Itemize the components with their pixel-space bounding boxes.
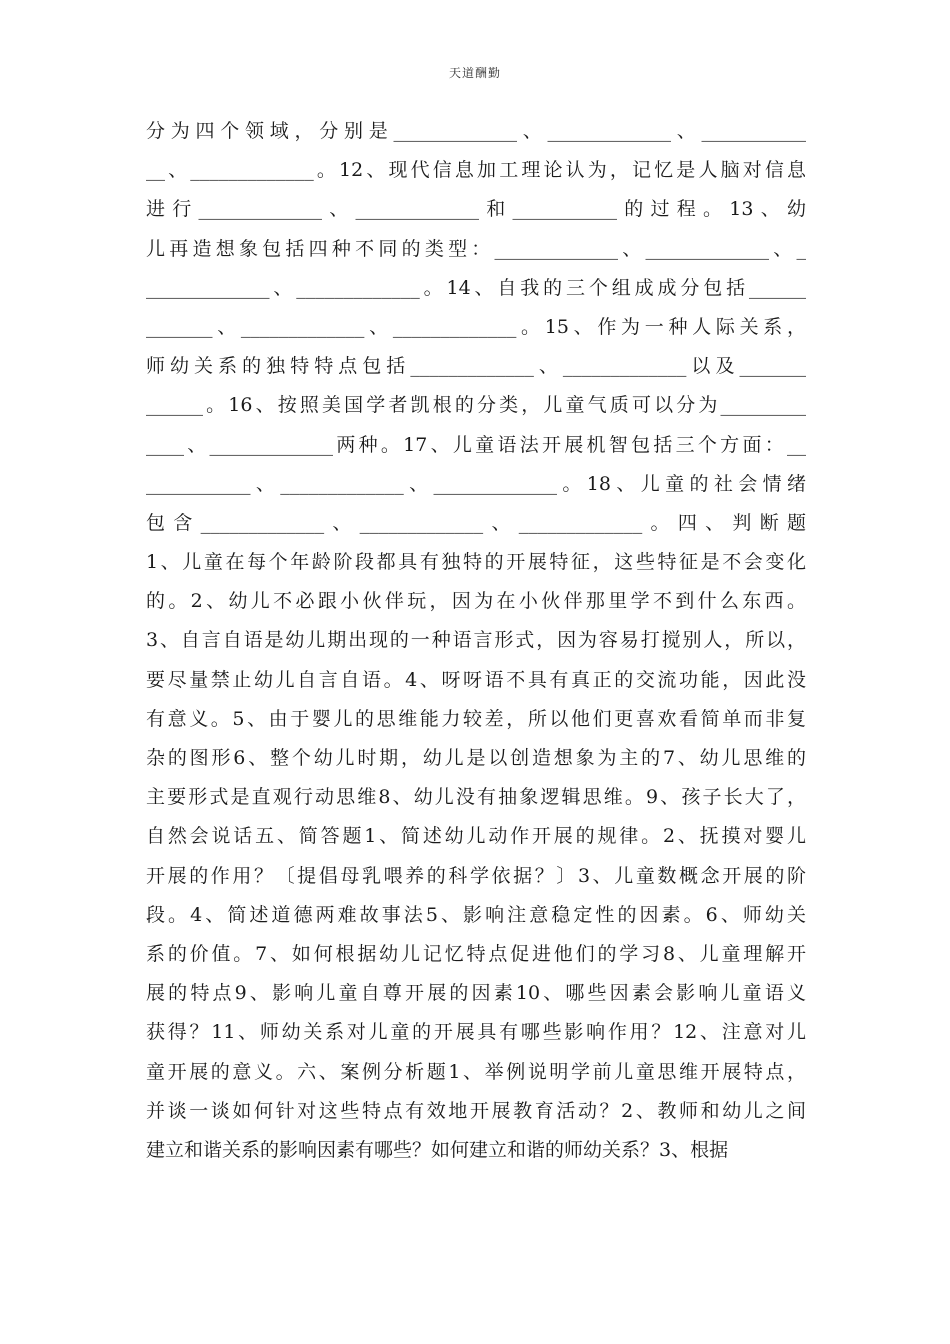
text-line: 主要形式是直观行动思维8、幼儿没有抽象逻辑思维。9、孩子长大了， <box>146 786 806 809</box>
text-line: ____、_____________两种。17、儿童语法开展机智包括三个方面：__ <box>146 433 806 456</box>
text-line: 的。2、幼儿不必跟小伙伴玩，因为在小伙伴那里学不到什么东西。 <box>146 590 806 613</box>
text-line: __、_____________。12、现代信息加工理论认为，记忆是人脑对信息 <box>146 159 806 182</box>
text-line: 1、儿童在每个年龄阶段都具有独特的开展特征，这些特征是不会变化 <box>146 551 806 574</box>
text-line: 自然会说话五、简答题1、简述幼儿动作开展的规律。2、抚摸对婴儿 <box>146 825 806 848</box>
text-line: 建立和谐关系的影响因素有哪些？如何建立和谐的师幼关系？3、根据 <box>146 1138 729 1161</box>
body-text <box>146 112 806 1170</box>
text-line: 要尽量禁止幼儿自言自语。4、呀呀语不具有真正的交流功能，因此没 <box>146 668 806 691</box>
text-line: 开展的作用？〔提倡母乳喂养的科学依据？〕3、儿童数概念开展的阶 <box>146 864 806 887</box>
text-line: ___________、_____________、_____________。18、儿童的社会情绪 <box>146 472 806 495</box>
text-line: 进行_____________、_____________和___________的过程。13、幼 <box>146 198 806 221</box>
text-line: 儿再造想象包括四种不同的类型：_____________、_____________、_ <box>146 237 806 260</box>
text-line: 杂的图形6、整个幼儿时期，幼儿是以创造想象为主的7、幼儿思维的 <box>146 747 806 769</box>
text-line: 并谈一谈如何针对这些特点有效地开展教育活动？2、教师和幼儿之间 <box>146 1099 806 1122</box>
text-line: 段。4、简述道德两难故事法5、影响注意稳定性的因素。6、师幼关 <box>146 903 806 926</box>
text-line: 获得？11、师幼关系对儿童的开展具有哪些影响作用？12、注意对儿 <box>146 1021 806 1044</box>
text-line: ______。16、按照美国学者凯根的分类，儿童气质可以分为_________ <box>146 394 806 417</box>
page-header: 天道酬勤 <box>448 66 501 80</box>
text-line: 童开展的意义。六、案例分析题1、举例说明学前儿童思维开展特点， <box>146 1060 806 1083</box>
text-line: 系的价值。7、如何根据幼儿记忆特点促进他们的学习8、儿童理解开 <box>146 942 806 965</box>
text-line: _____________、_____________。14、自我的三个组成成分包括______ <box>146 276 806 299</box>
text-line: 展的特点9、影响儿童自尊开展的因素10、哪些因素会影响儿童语义 <box>146 982 806 1005</box>
text-line: 包含_____________、_____________、_____________。四、判断题 <box>146 511 806 534</box>
text-line: 师幼关系的独特特点包括_____________、_____________以及_______ <box>146 355 806 378</box>
text-line: _______、_____________、_____________。15、作为一种人际关系， <box>146 315 806 338</box>
text-line: 有意义。5、由于婴儿的思维能力较差，所以他们更喜欢看简单而非复 <box>146 707 806 730</box>
text-line: 3、自言自语是幼儿期出现的一种语言形式，因为容易打搅别人，所以， <box>146 629 806 652</box>
text-line: 分为四个领域，分别是_____________、_____________、___________ <box>146 120 806 142</box>
